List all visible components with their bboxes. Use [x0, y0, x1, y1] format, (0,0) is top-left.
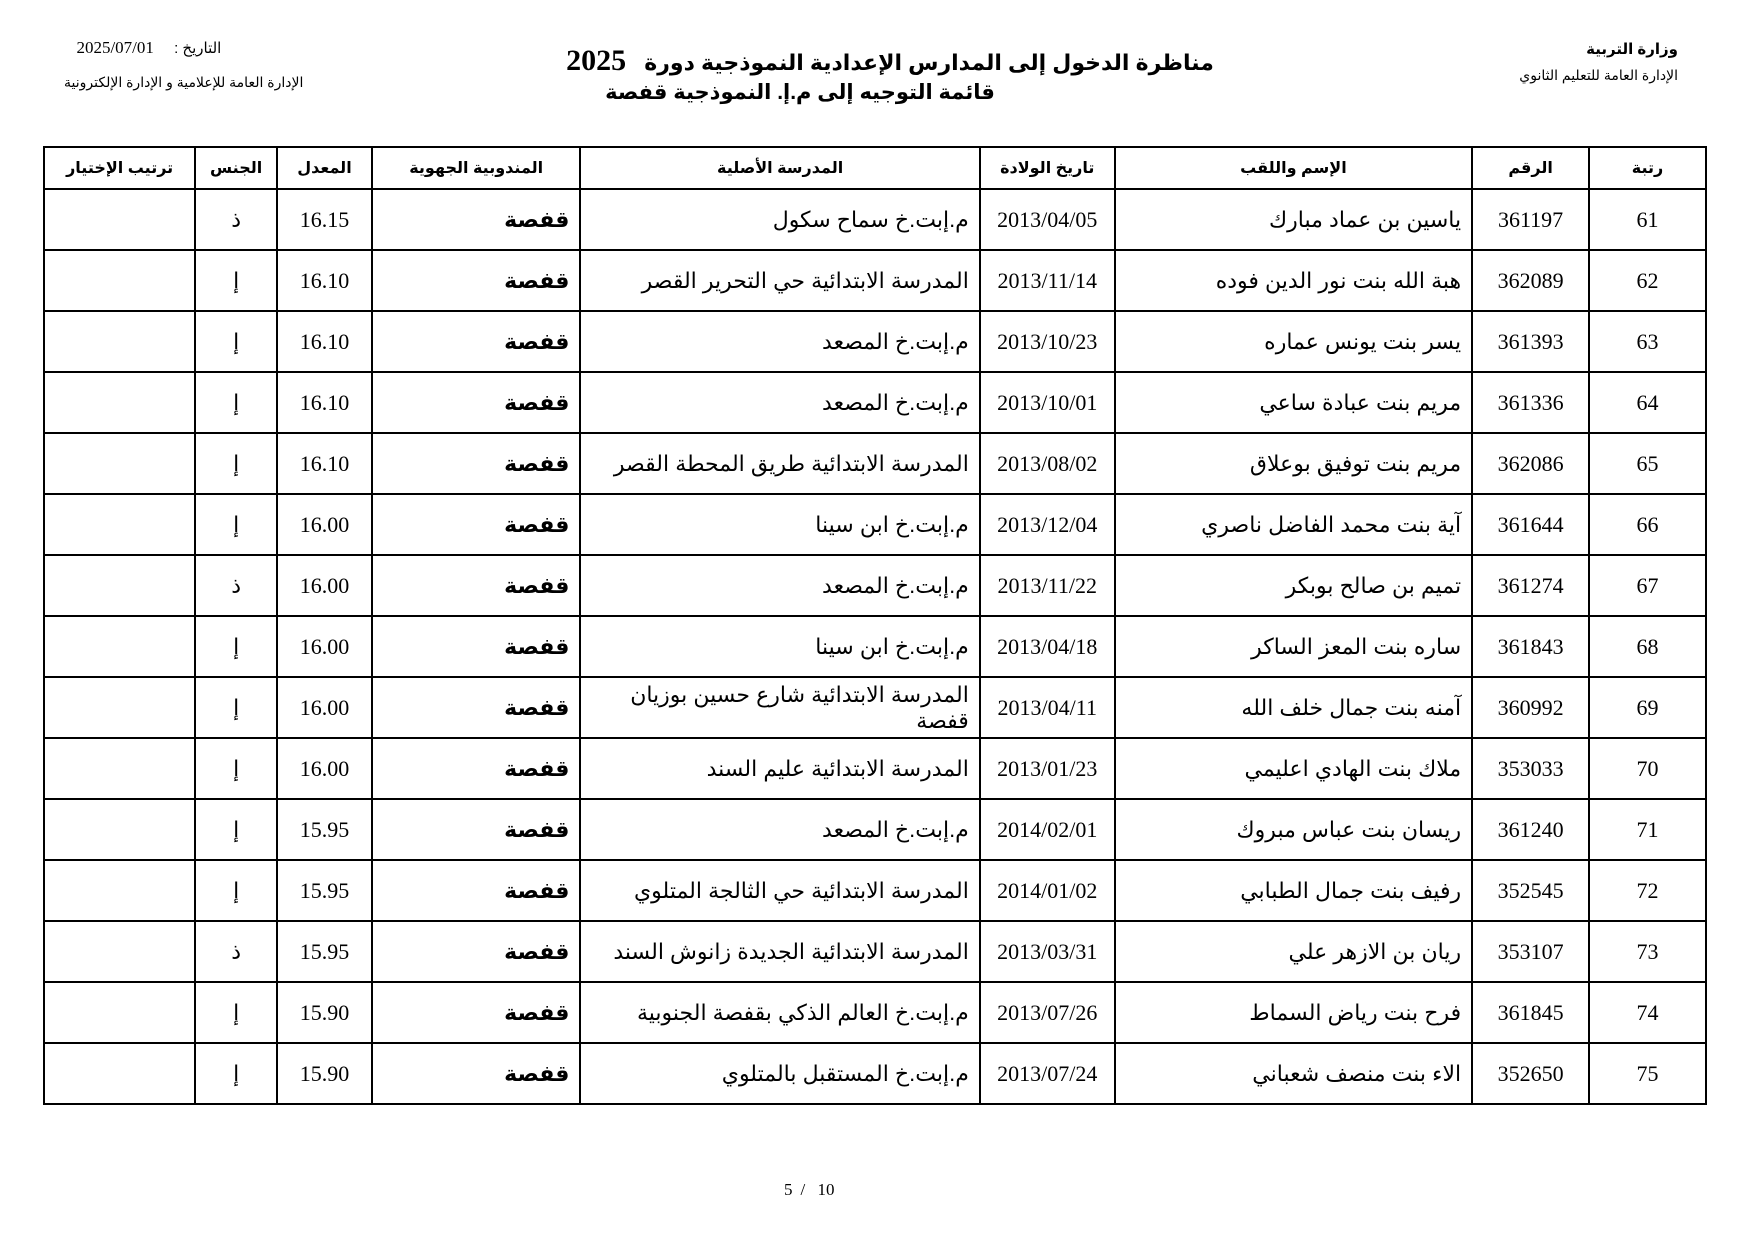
cell-name: آية بنت محمد الفاضل ناصري	[1115, 494, 1472, 555]
cell-id: 353033	[1472, 738, 1589, 799]
cell-name: ياسين بن عماد مبارك	[1115, 189, 1472, 250]
cell-id: 352545	[1472, 860, 1589, 921]
table-header-row	[44, 147, 1706, 189]
cell-dob: 2014/01/02	[980, 860, 1115, 921]
cell-school: م.إبت.خ المصعد	[580, 555, 979, 616]
document-title	[440, 46, 1340, 105]
cell-school: م.إبت.خ العالم الذكي بقفصة الجنوبية	[580, 982, 979, 1043]
cell-choice-order	[44, 921, 195, 982]
cell-region: قفصة	[372, 921, 581, 982]
column-header-school: المدرسة الأصلية	[580, 147, 979, 189]
header-left	[64, 38, 303, 91]
department-name: الإدارة العامة للتعليم الثانوي	[1519, 67, 1678, 83]
page-separator: /	[800, 1180, 806, 1199]
table-row	[44, 372, 1706, 433]
cell-dob: 2013/10/23	[980, 311, 1115, 372]
cell-rank: 63	[1589, 311, 1706, 372]
cell-average: 16.10	[277, 250, 372, 311]
cell-rank: 65	[1589, 433, 1706, 494]
column-header-gender: الجنس	[195, 147, 277, 189]
cell-school: المدرسة الابتدائية الجديدة زانوش السند	[580, 921, 979, 982]
cell-average: 15.90	[277, 982, 372, 1043]
table-row	[44, 433, 1706, 494]
date-value: 2025/07/01	[76, 38, 154, 57]
cell-rank: 74	[1589, 982, 1706, 1043]
table-row	[44, 738, 1706, 799]
column-header-region: المندوبية الجهوية	[372, 147, 581, 189]
table-row	[44, 189, 1706, 250]
cell-school: المدرسة الابتدائية حي التحرير القصر	[580, 250, 979, 311]
cell-choice-order	[44, 311, 195, 372]
cell-average: 16.00	[277, 677, 372, 738]
cell-school: م.إبت.خ ابن سينا	[580, 494, 979, 555]
cell-rank: 64	[1589, 372, 1706, 433]
cell-choice-order	[44, 738, 195, 799]
cell-region: قفصة	[372, 250, 581, 311]
cell-rank: 62	[1589, 250, 1706, 311]
cell-name: آمنه بنت جمال خلف الله	[1115, 677, 1472, 738]
table-row	[44, 982, 1706, 1043]
cell-id: 361240	[1472, 799, 1589, 860]
cell-name: تميم بن صالح بوبكر	[1115, 555, 1472, 616]
cell-region: قفصة	[372, 555, 581, 616]
cell-choice-order	[44, 982, 195, 1043]
cell-dob: 2013/03/31	[980, 921, 1115, 982]
cell-school: م.إبت.خ سماح سكول	[580, 189, 979, 250]
cell-average: 16.10	[277, 372, 372, 433]
cell-dob: 2013/07/24	[980, 1043, 1115, 1104]
cell-average: 15.90	[277, 1043, 372, 1104]
table-row	[44, 860, 1706, 921]
cell-school: م.إبت.خ ابن سينا	[580, 616, 979, 677]
cell-choice-order	[44, 433, 195, 494]
date-row	[64, 38, 303, 58]
cell-gender: إ	[195, 799, 277, 860]
cell-gender: إ	[195, 982, 277, 1043]
cell-id: 361274	[1472, 555, 1589, 616]
cell-choice-order	[44, 616, 195, 677]
cell-region: قفصة	[372, 799, 581, 860]
cell-name: مريم بنت عبادة ساعي	[1115, 372, 1472, 433]
cell-gender: إ	[195, 677, 277, 738]
cell-rank: 75	[1589, 1043, 1706, 1104]
cell-average: 16.00	[277, 494, 372, 555]
cell-gender: إ	[195, 738, 277, 799]
cell-rank: 69	[1589, 677, 1706, 738]
cell-rank: 68	[1589, 616, 1706, 677]
cell-id: 361197	[1472, 189, 1589, 250]
cell-id: 361336	[1472, 372, 1589, 433]
column-header-average: المعدل	[277, 147, 372, 189]
cell-choice-order	[44, 189, 195, 250]
cell-name: فرح بنت رياض السماط	[1115, 982, 1472, 1043]
header-right	[1519, 40, 1678, 84]
cell-choice-order	[44, 555, 195, 616]
cell-dob: 2013/11/14	[980, 250, 1115, 311]
cell-rank: 61	[1589, 189, 1706, 250]
cell-dob: 2013/01/23	[980, 738, 1115, 799]
cell-dob: 2013/04/18	[980, 616, 1115, 677]
page-total: 10	[817, 1180, 835, 1199]
cell-name: الاء بنت منصف شعباني	[1115, 1043, 1472, 1104]
cell-choice-order	[44, 494, 195, 555]
cell-id: 361845	[1472, 982, 1589, 1043]
column-header-name: الإسم واللقب	[1115, 147, 1472, 189]
cell-choice-order	[44, 250, 195, 311]
column-header-dob: تاريخ الولادة	[980, 147, 1115, 189]
cell-school: م.إبت.خ المصعد	[580, 799, 979, 860]
title-text: مناظرة الدخول إلى المدارس الإعدادية النموذجية دورة	[644, 50, 1214, 75]
column-header-id: الرقم	[1472, 147, 1589, 189]
column-header-rank: رتبة	[1589, 147, 1706, 189]
cell-region: قفصة	[372, 494, 581, 555]
cell-school: المدرسة الابتدائية شارع حسين بوزيان قفصة	[580, 677, 979, 738]
cell-region: قفصة	[372, 677, 581, 738]
cell-id: 361393	[1472, 311, 1589, 372]
cell-gender: إ	[195, 494, 277, 555]
cell-school: المدرسة الابتدائية عليم السند	[580, 738, 979, 799]
cell-rank: 72	[1589, 860, 1706, 921]
cell-region: قفصة	[372, 738, 581, 799]
cell-dob: 2013/10/01	[980, 372, 1115, 433]
cell-name: ساره بنت المعز الساكر	[1115, 616, 1472, 677]
cell-dob: 2013/11/22	[980, 555, 1115, 616]
table-row	[44, 799, 1706, 860]
cell-region: قفصة	[372, 189, 581, 250]
table-row	[44, 250, 1706, 311]
cell-school: م.إبت.خ المصعد	[580, 372, 979, 433]
cell-choice-order	[44, 677, 195, 738]
cell-id: 360992	[1472, 677, 1589, 738]
table-body	[44, 189, 1706, 1104]
cell-dob: 2013/07/26	[980, 982, 1115, 1043]
cell-id: 352650	[1472, 1043, 1589, 1104]
cell-average: 15.95	[277, 860, 372, 921]
cell-gender: إ	[195, 372, 277, 433]
cell-rank: 67	[1589, 555, 1706, 616]
cell-name: ريسان بنت عباس مبروك	[1115, 799, 1472, 860]
table-row	[44, 677, 1706, 738]
cell-region: قفصة	[372, 982, 581, 1043]
cell-average: 15.95	[277, 799, 372, 860]
cell-average: 16.15	[277, 189, 372, 250]
cell-dob: 2013/12/04	[980, 494, 1115, 555]
date-label: التاريخ :	[174, 40, 222, 57]
cell-dob: 2013/04/11	[980, 677, 1115, 738]
cell-gender: ذ	[195, 189, 277, 250]
table-row	[44, 311, 1706, 372]
cell-dob: 2014/02/01	[980, 799, 1115, 860]
cell-name: هبة الله بنت نور الدين فوده	[1115, 250, 1472, 311]
cell-rank: 73	[1589, 921, 1706, 982]
left-department-name: الإدارة العامة للإعلامية و الإدارة الإلكترونية	[64, 74, 304, 90]
cell-school: المدرسة الابتدائية حي الثالجة المتلوي	[580, 860, 979, 921]
cell-name: رفيف بنت جمال الطبابي	[1115, 860, 1472, 921]
cell-school: المدرسة الابتدائية طريق المحطة القصر	[580, 433, 979, 494]
ministry-name: وزارة التربية	[1586, 41, 1678, 58]
cell-id: 353107	[1472, 921, 1589, 982]
cell-school: م.إبت.خ المستقبل بالمتلوي	[580, 1043, 979, 1104]
cell-gender: إ	[195, 1043, 277, 1104]
cell-average: 15.95	[277, 921, 372, 982]
cell-name: مريم بنت توفيق بوعلاق	[1115, 433, 1472, 494]
page-number	[780, 1180, 838, 1200]
cell-average: 16.00	[277, 555, 372, 616]
table-row	[44, 616, 1706, 677]
cell-average: 16.00	[277, 738, 372, 799]
orientation-table	[43, 146, 1707, 1105]
cell-choice-order	[44, 860, 195, 921]
cell-name: يسر بنت يونس عماره	[1115, 311, 1472, 372]
table-row	[44, 921, 1706, 982]
cell-gender: إ	[195, 616, 277, 677]
table-row	[44, 494, 1706, 555]
cell-average: 16.10	[277, 433, 372, 494]
title-line-2: قائمة التوجيه إلى م.إ. النموذجية قفصة	[605, 81, 995, 104]
cell-gender: إ	[195, 250, 277, 311]
cell-id: 361644	[1472, 494, 1589, 555]
title-year: 2025	[566, 44, 627, 77]
cell-region: قفصة	[372, 311, 581, 372]
cell-dob: 2013/04/05	[980, 189, 1115, 250]
cell-id: 362086	[1472, 433, 1589, 494]
cell-school: م.إبت.خ المصعد	[580, 311, 979, 372]
cell-choice-order	[44, 1043, 195, 1104]
page-current: 5	[784, 1180, 793, 1199]
cell-region: قفصة	[372, 1043, 581, 1104]
table-row	[44, 1043, 1706, 1104]
cell-id: 362089	[1472, 250, 1589, 311]
cell-average: 16.10	[277, 311, 372, 372]
cell-rank: 70	[1589, 738, 1706, 799]
cell-choice-order	[44, 799, 195, 860]
cell-average: 16.00	[277, 616, 372, 677]
cell-rank: 71	[1589, 799, 1706, 860]
cell-choice-order	[44, 372, 195, 433]
cell-dob: 2013/08/02	[980, 433, 1115, 494]
cell-gender: ذ	[195, 921, 277, 982]
cell-gender: إ	[195, 860, 277, 921]
cell-name: ملاك بنت الهادي اعليمي	[1115, 738, 1472, 799]
cell-gender: إ	[195, 433, 277, 494]
cell-rank: 66	[1589, 494, 1706, 555]
column-header-choice-order: ترتيب الإختيار	[44, 147, 195, 189]
cell-id: 361843	[1472, 616, 1589, 677]
cell-region: قفصة	[372, 860, 581, 921]
cell-gender: إ	[195, 311, 277, 372]
table-row	[44, 555, 1706, 616]
title-line-1	[440, 46, 1340, 78]
cell-gender: ذ	[195, 555, 277, 616]
cell-region: قفصة	[372, 616, 581, 677]
cell-name: ريان بن الازهر علي	[1115, 921, 1472, 982]
cell-region: قفصة	[372, 433, 581, 494]
cell-region: قفصة	[372, 372, 581, 433]
